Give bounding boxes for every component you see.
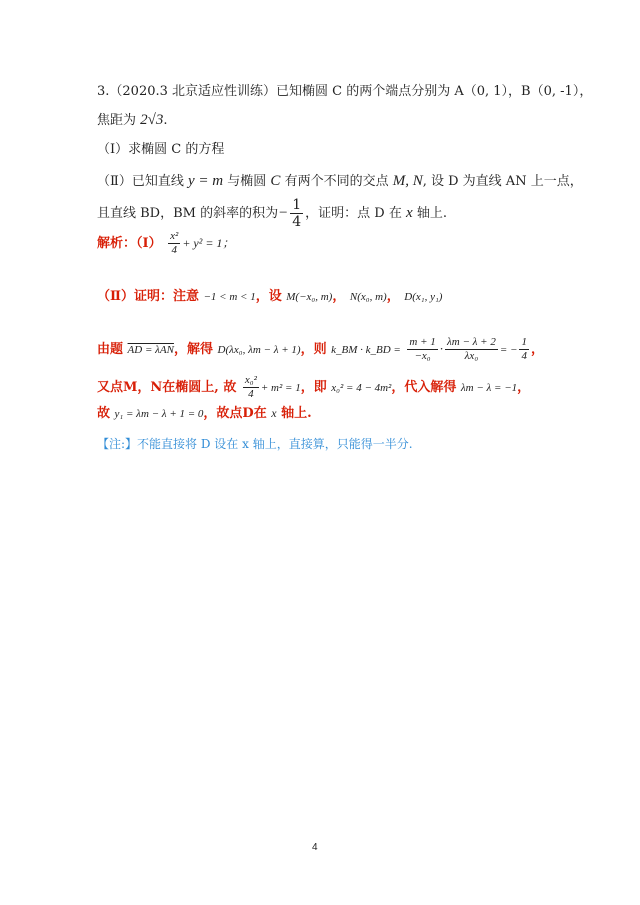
numerator: 1 (292, 197, 302, 213)
text: ，证明：点 D 在 (305, 206, 402, 221)
math: N(x₀, m) (349, 291, 387, 303)
text: 轴上. (281, 406, 312, 421)
math: D(λx₀, λm − λ + 1) (217, 344, 301, 356)
fraction (407, 336, 437, 363)
text: （Ⅱ）证明：注意 (97, 289, 199, 304)
math: = − (499, 344, 518, 356)
text: ，代入解得 (391, 380, 457, 395)
math: x (406, 205, 413, 221)
text: 又点M，N在椭圆上, 故 (97, 380, 237, 395)
math: k_BM · k_BD = (331, 344, 401, 356)
math: C (270, 173, 281, 189)
solution-label: 解析：（Ⅰ） (97, 236, 162, 251)
part-1-question: （Ⅰ）求椭圆 C 的方程 (97, 142, 225, 157)
text: 故 (97, 406, 111, 421)
math: y = m (187, 173, 224, 189)
text: 轴上. (416, 206, 447, 221)
denominator: λx₀ (464, 350, 479, 362)
math: M(−x₀, m) (286, 291, 333, 303)
text: ，设 (255, 289, 282, 304)
fraction (519, 336, 529, 363)
part-2-question (97, 173, 583, 190)
numerator: x² (170, 230, 179, 242)
text: , 设 D 为直线 AN 上一点， (422, 174, 583, 189)
solution-step-2 (97, 374, 530, 401)
text: ， (530, 342, 544, 357)
math: λm − λ = −1 (460, 382, 518, 394)
page-number: 4 (312, 842, 318, 853)
solution-part-2 (97, 289, 442, 305)
text: ， (332, 289, 346, 304)
numerator: 1 (521, 336, 527, 348)
denominator: 4 (171, 244, 177, 256)
math: · (439, 341, 443, 356)
denominator: −x₀ (414, 350, 431, 362)
math: + m² = 1 (260, 382, 301, 394)
math: y₁ = λm − λ + 1 = 0 (114, 408, 204, 420)
math: D(x₁, y₁) (404, 291, 443, 303)
numerator: m + 1 (409, 336, 436, 348)
fraction (290, 197, 303, 230)
math: x (271, 406, 277, 420)
numerator: x₀² (244, 374, 257, 386)
fraction (243, 374, 259, 401)
part-2-question-cont (97, 197, 447, 230)
solution-step-1 (97, 336, 544, 363)
problem-line-1: 3.（2020.3 北京适应性训练）已知椭圆 C 的两个端点分别为 A（0, 1），B（0, -1）， (97, 84, 593, 99)
text: ，故点D在 (203, 406, 267, 421)
text: ， (517, 380, 531, 395)
math: − (278, 205, 289, 221)
text: 且直线 BD，BM 的斜率的积为 (97, 206, 279, 221)
denominator: 4 (521, 350, 527, 362)
math: −1 < m < 1 (203, 291, 256, 303)
text: 与椭圆 (227, 174, 267, 189)
math: x₀² = 4 − 4m² (331, 382, 392, 394)
text: 焦距为 (97, 113, 137, 128)
problem-line-2 (97, 112, 168, 129)
grading-note: 【注:】不能直接将 D 设在 x 轴上，直接算，只能得一半分. (97, 437, 413, 451)
text: （Ⅱ）已知直线 (97, 174, 184, 189)
math: + y² = 1； (182, 236, 235, 250)
fraction (445, 336, 498, 363)
numerator: λm − λ + 2 (447, 336, 496, 348)
focal-length: 2√3 (140, 112, 164, 128)
denominator: 4 (248, 388, 254, 400)
text: ，解得 (173, 342, 213, 357)
solution-step-3 (97, 405, 312, 422)
text: ， (386, 289, 400, 304)
text: . (163, 113, 168, 128)
text: 由题 (97, 342, 124, 357)
math: M, N (392, 173, 423, 189)
text: ，即 (300, 380, 327, 395)
text: ，则 (300, 342, 327, 357)
solution-part-1 (97, 230, 234, 257)
vector-equation: AD = λAN (127, 344, 174, 356)
fraction (168, 230, 180, 257)
text: 有两个不同的交点 (284, 174, 389, 189)
denominator: 4 (292, 214, 302, 230)
